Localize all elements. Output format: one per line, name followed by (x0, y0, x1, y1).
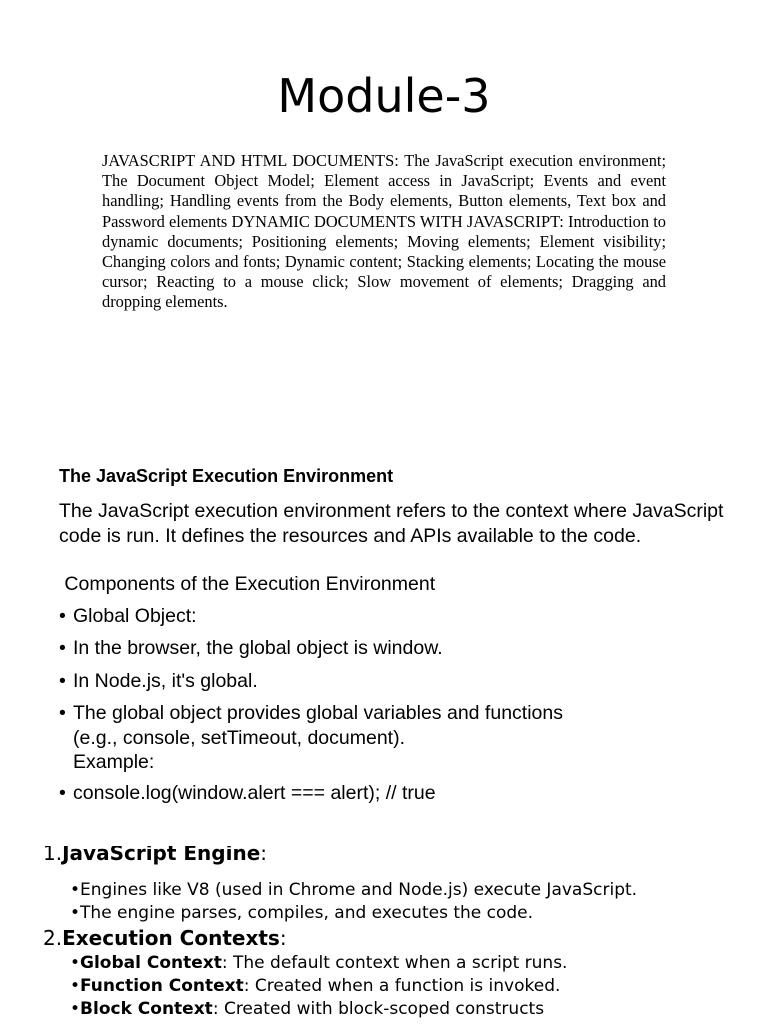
contexts-heading (43, 925, 287, 951)
sub-bullet: • (70, 976, 81, 996)
example-label: Example: (73, 751, 155, 773)
intro-paragraph: The JavaScript execution environment refers to the context where JavaScript code is run. It defines the resources and APIs available to the code. (59, 500, 724, 547)
context-term: Function Context (80, 976, 244, 996)
engine-heading-clip (0, 846, 768, 874)
bullet-dot: • (59, 702, 66, 724)
engine-heading (43, 846, 267, 866)
engine-number: 1. (43, 846, 63, 865)
bullet-dot: • (59, 670, 66, 692)
section-heading: The JavaScript Execution Environment (59, 466, 394, 486)
sub-bullet: • (70, 880, 81, 900)
page-title: Module-3 (277, 69, 491, 123)
context-item-block (70, 998, 544, 1020)
context-desc: : The default context when a script runs. (221, 953, 568, 973)
context-term: Block Context (80, 999, 213, 1019)
engine-point (70, 879, 637, 901)
contexts-suffix: : (279, 926, 287, 950)
bullet-node (59, 669, 753, 694)
engine-point-text: Engines like V8 (used in Chrome and Node.js) execute JavaScript. (80, 880, 638, 900)
contexts-number: 2. (43, 926, 63, 950)
components-heading: Components of the Execution Environment (59, 573, 436, 595)
engine-title: JavaScript Engine (62, 846, 261, 865)
bullet-text: In Node.js, it's global. (73, 670, 258, 692)
context-item-function (70, 975, 560, 997)
syllabus-paragraph: JAVASCRIPT AND HTML DOCUMENTS: The JavaScript execution environment; The Document Object Model; Element access in JavaScript; Events and event handling; Handling events from the Body elements, Button elements, Text box and Password elements DYNAMIC DOCUMENTS WITH JAVASCRIPT: Introduction to dynamic documents; Positioning elements; Moving elements; Element visibility; Changing colors and fonts; Dynamic content; Stacking elements; Locating the mouse cursor; Reacting to a mouse click; Slow movement of elements; Dragging and dropping elements. (102, 151, 666, 312)
sub-bullet: • (70, 903, 81, 923)
bullet-browser (59, 636, 753, 661)
code-example: console.log(window.alert === alert); // true (73, 782, 436, 804)
context-desc: : Created with block-scoped constructs (212, 999, 545, 1019)
bullet-provides (59, 701, 753, 775)
bullet-dot: • (59, 637, 66, 659)
context-desc: : Created when a function is invoked. (243, 976, 561, 996)
engine-point (70, 902, 533, 924)
bullet-dot: • (59, 782, 66, 804)
contexts-title: Execution Contexts (62, 926, 280, 950)
engine-point-text: The engine parses, compiles, and executes the code. (80, 903, 534, 923)
engine-suffix: : (260, 846, 268, 865)
bullet-text: Global Object: (73, 605, 197, 627)
bullet-continuation: (e.g., console, setTimeout, document). (73, 726, 406, 749)
sub-bullet: • (70, 999, 81, 1019)
sub-bullet: • (70, 953, 81, 973)
bullet-code-example (59, 781, 753, 806)
context-item-global (70, 952, 567, 974)
context-term: Global Context (80, 953, 222, 973)
bullet-global-object (59, 604, 753, 629)
bullet-text: In the browser, the global object is window. (73, 637, 443, 659)
bullet-dot: • (59, 605, 66, 627)
bullet-text: The global object provides global variables and functions (73, 702, 563, 724)
